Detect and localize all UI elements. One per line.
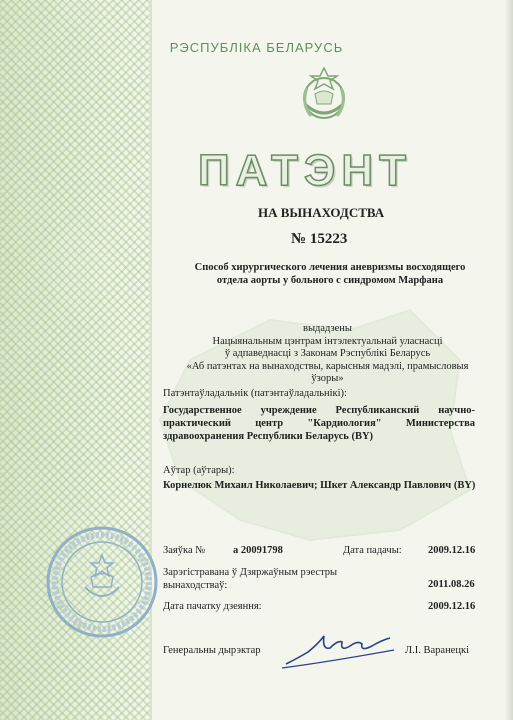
filing-date-label: Дата падачы:: [343, 545, 402, 556]
issued-line-3: ў адпаведнасці з Законам Рэспублікі Беларусь: [224, 348, 431, 359]
issued-line-4: «Аб патэнтах на вынаходствы, карысныя мадэлі, прамысловыя ўзоры»: [186, 360, 469, 384]
patent-number: № 15223: [291, 231, 348, 247]
issued-by-block: [175, 323, 480, 386]
application-number: a 20091798: [233, 545, 283, 556]
director-signature: [278, 628, 398, 672]
paper-edge-shadow: [505, 0, 513, 720]
coat-of-arms-icon: [293, 64, 355, 126]
holder-label: Патэнтаўладальнік (патэнтаўладальнікі):: [163, 388, 347, 399]
issued-line-2: Нацыянальным цэнтрам інтэлектуальнай уласнасці: [212, 335, 443, 347]
filing-date: 2009.12.16: [428, 545, 476, 556]
invention-title: Способ хирургического лечения аневризмы восходящего отдела аорты у больного с синдромом Марфана: [194, 262, 466, 286]
document-subtitle: НА ВЫНАХОДСТВА: [258, 205, 385, 220]
official-seal: [45, 525, 160, 640]
issued-line-1: выдадзены: [303, 323, 352, 334]
author-label: Аўтар (аўтары):: [163, 465, 235, 476]
holder-value: Государственное учреждение Республиканский научно-практический центр "Кардиология" Министерства здравоохранения Республики Беларусь (BY): [163, 405, 475, 442]
registration-date: 2011.08.26: [428, 579, 475, 590]
director-title: Генеральны дырэктар: [163, 645, 261, 656]
director-name: Л.І. Варанецкі: [405, 645, 469, 656]
start-date-label: Дата пачатку дзеяння:: [163, 601, 262, 612]
application-label: Заяўка №: [163, 545, 206, 556]
registration-label: Зарэгістравана ў Дзяржаўным рэестры вынаходстваў:: [163, 567, 338, 591]
document-title: ПАТЭНТ: [197, 146, 413, 195]
country-name: РЭСПУБЛІКА БЕЛАРУСЬ: [169, 40, 344, 55]
author-value: Корнелюк Михаил Николаевич; Шкет Александр Павлович (BY): [163, 480, 476, 491]
start-date: 2009.12.16: [428, 601, 476, 612]
